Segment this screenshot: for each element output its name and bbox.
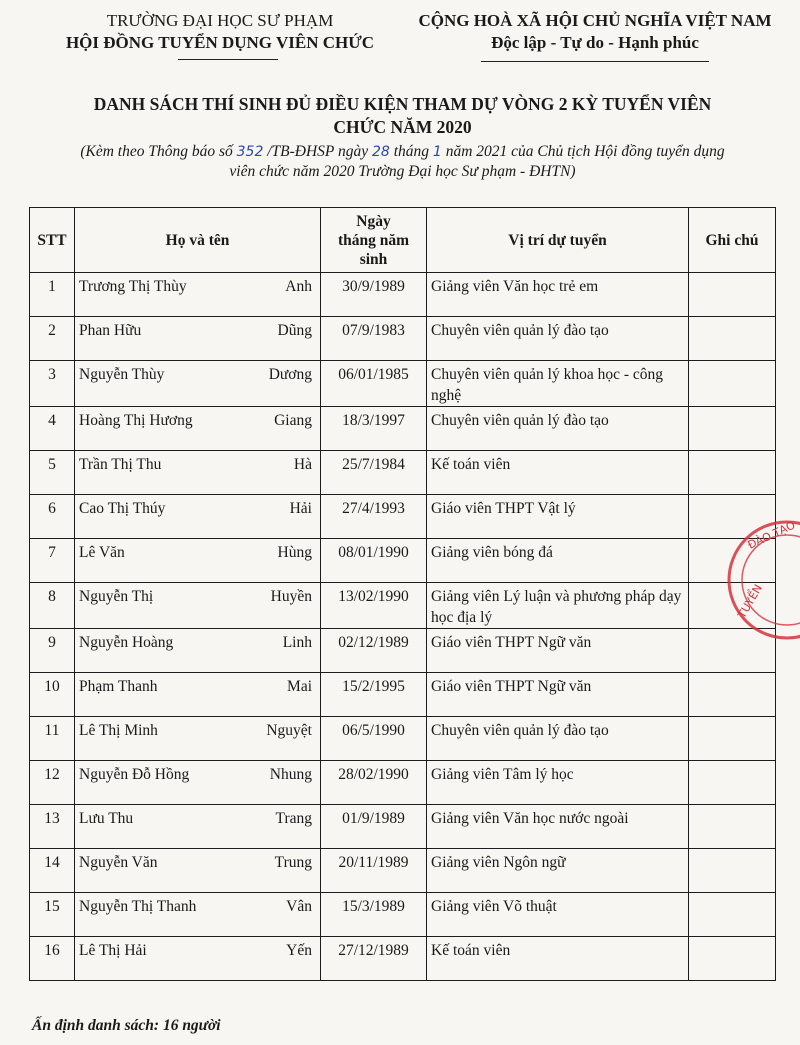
cell-given-name: Yến	[286, 942, 312, 959]
cell-position: Giảng viên Tâm lý học	[427, 761, 689, 805]
cell-note	[689, 717, 776, 761]
table-row	[30, 273, 776, 317]
cell-given-name: Nguyệt	[266, 722, 312, 739]
table-row	[30, 495, 776, 539]
cell-full-name	[75, 673, 321, 717]
table-row	[30, 717, 776, 761]
cell-stt: 13	[30, 805, 75, 849]
red-seal-stamp	[722, 515, 800, 645]
cell-position: Giảng viên Văn học nước ngoài	[427, 805, 689, 849]
handwritten-day: 28	[372, 144, 390, 160]
cell-date-of-birth: 07/9/1983	[321, 317, 427, 361]
cell-stt: 2	[30, 317, 75, 361]
cell-date-of-birth: 13/02/1990	[321, 583, 427, 629]
cell-full-name	[75, 805, 321, 849]
cell-position: Giảng viên Ngôn ngữ	[427, 849, 689, 893]
header-dob-line-2: tháng năm	[337, 231, 410, 249]
cell-surname: Lưu Thu	[79, 810, 134, 827]
cell-note	[689, 407, 776, 451]
cell-full-name	[75, 361, 321, 407]
cell-surname: Lê Văn	[79, 544, 125, 561]
cell-surname: Lê Thị Hải	[79, 942, 147, 959]
cell-stt: 12	[30, 761, 75, 805]
cell-date-of-birth: 01/9/1989	[321, 805, 427, 849]
table-row	[30, 893, 776, 937]
cell-given-name: Linh	[282, 634, 312, 651]
council-name: HỘI ĐỒNG TUYỂN DỤNG VIÊN CHỨC	[65, 33, 375, 52]
country-name: CỘNG HOÀ XÃ HỘI CHỦ NGHĨA VIỆT NAM	[418, 11, 772, 30]
cell-stt: 8	[30, 583, 75, 629]
subtitle-text-c: tháng	[389, 143, 433, 160]
cell-position: Kế toán viên	[427, 451, 689, 495]
cell-surname: Trương Thị Thùy	[79, 278, 187, 295]
cell-surname: Nguyễn Thị	[79, 588, 154, 605]
cell-given-name: Trang	[275, 810, 312, 827]
cell-position: Chuyên viên quản lý đào tạo	[427, 317, 689, 361]
cell-position: Giảng viên Văn học trẻ em	[427, 273, 689, 317]
cell-surname: Nguyễn Thùy	[79, 366, 165, 383]
header-note: Ghi chú	[689, 208, 776, 273]
cell-given-name: Anh	[285, 278, 312, 295]
cell-date-of-birth: 27/12/1989	[321, 937, 427, 981]
cell-surname: Cao Thị Thúy	[79, 500, 166, 517]
subtitle-line-1	[30, 142, 775, 162]
cell-stt: 6	[30, 495, 75, 539]
cell-date-of-birth: 27/4/1993	[321, 495, 427, 539]
table-row	[30, 407, 776, 451]
cell-note	[689, 761, 776, 805]
cell-given-name: Hải	[289, 500, 312, 517]
cell-surname: Nguyễn Hoàng	[79, 634, 174, 651]
header-underline-left	[178, 59, 278, 60]
cell-full-name	[75, 761, 321, 805]
title-line-2: CHỨC NĂM 2020	[333, 117, 472, 137]
cell-date-of-birth: 15/3/1989	[321, 893, 427, 937]
cell-note	[689, 849, 776, 893]
subtitle-text-b: /TB-ĐHSP ngày	[263, 143, 372, 160]
table-row	[30, 583, 776, 629]
national-header	[405, 10, 785, 54]
table-body	[30, 273, 776, 981]
cell-note	[689, 805, 776, 849]
cell-surname: Nguyễn Thị Thanh	[79, 898, 197, 915]
handwritten-notice-number: 352	[236, 144, 264, 160]
handwritten-month: 1	[432, 144, 442, 160]
cell-position: Kế toán viên	[427, 937, 689, 981]
cell-note	[689, 673, 776, 717]
cell-position: Giảng viên Lý luận và phương pháp dạy học địa lý	[427, 583, 689, 629]
candidate-table	[29, 207, 776, 981]
organization-header	[40, 10, 400, 54]
table-header-row	[30, 208, 776, 273]
cell-date-of-birth: 08/01/1990	[321, 539, 427, 583]
national-motto: Độc lập - Tự do - Hạnh phúc	[491, 33, 699, 52]
cell-given-name: Trung	[274, 854, 312, 871]
table-row	[30, 805, 776, 849]
cell-given-name: Mai	[287, 678, 312, 695]
cell-stt: 15	[30, 893, 75, 937]
cell-stt: 4	[30, 407, 75, 451]
cell-full-name	[75, 317, 321, 361]
cell-full-name	[75, 583, 321, 629]
cell-position: Chuyên viên quản lý đào tạo	[427, 717, 689, 761]
subtitle-text-d: năm 2021 của Chủ tịch Hội đồng tuyển dụng	[441, 143, 725, 160]
cell-given-name: Huyền	[270, 588, 312, 605]
cell-full-name	[75, 495, 321, 539]
cell-date-of-birth: 28/02/1990	[321, 761, 427, 805]
cell-given-name: Vân	[286, 898, 312, 915]
cell-full-name	[75, 717, 321, 761]
cell-surname: Phạm Thanh	[79, 678, 158, 695]
cell-position: Giáo viên THPT Vật lý	[427, 495, 689, 539]
cell-given-name: Giang	[274, 412, 312, 429]
cell-note	[689, 361, 776, 407]
header-stt: STT	[30, 208, 75, 273]
header-underline-right	[481, 61, 709, 62]
header-full-name: Họ và tên	[75, 208, 321, 273]
cell-surname: Trần Thị Thu	[79, 456, 162, 473]
stamp-text-bottom: TUYỂN	[735, 582, 765, 621]
table-row	[30, 761, 776, 805]
cell-full-name	[75, 937, 321, 981]
table-row	[30, 539, 776, 583]
cell-position: Chuyên viên quản lý đào tạo	[427, 407, 689, 451]
cell-note	[689, 451, 776, 495]
cell-date-of-birth: 06/5/1990	[321, 717, 427, 761]
cell-surname: Nguyễn Văn	[79, 854, 158, 871]
university-name: TRƯỜNG ĐẠI HỌC SƯ PHẠM	[106, 11, 334, 30]
cell-given-name: Hà	[293, 456, 312, 473]
document-subtitle	[30, 142, 775, 182]
cell-stt: 11	[30, 717, 75, 761]
cell-stt: 10	[30, 673, 75, 717]
cell-full-name	[75, 629, 321, 673]
cell-stt: 7	[30, 539, 75, 583]
cell-note	[689, 893, 776, 937]
cell-surname: Lê Thị Minh	[79, 722, 158, 739]
cell-date-of-birth: 30/9/1989	[321, 273, 427, 317]
cell-date-of-birth: 18/3/1997	[321, 407, 427, 451]
cell-given-name: Dũng	[277, 322, 312, 339]
stamp-text-top: ĐÀO TẠO	[745, 518, 798, 552]
cell-surname: Nguyễn Đỗ Hồng	[79, 766, 190, 783]
cell-full-name	[75, 273, 321, 317]
cell-given-name: Nhung	[269, 766, 312, 783]
subtitle-text-a: (Kèm theo Thông báo số	[80, 143, 237, 160]
cell-full-name	[75, 893, 321, 937]
table-row	[30, 451, 776, 495]
header-date-of-birth	[321, 208, 427, 273]
cell-stt: 9	[30, 629, 75, 673]
header-dob-line-1: Ngày	[356, 212, 391, 230]
table-row	[30, 317, 776, 361]
table-row	[30, 937, 776, 981]
table-row	[30, 673, 776, 717]
cell-date-of-birth: 25/7/1984	[321, 451, 427, 495]
cell-stt: 1	[30, 273, 75, 317]
cell-position: Giảng viên bóng đá	[427, 539, 689, 583]
cell-position: Chuyên viên quản lý khoa học - công nghệ	[427, 361, 689, 407]
cell-full-name	[75, 407, 321, 451]
cell-date-of-birth: 06/01/1985	[321, 361, 427, 407]
cell-full-name	[75, 539, 321, 583]
cell-surname: Hoàng Thị Hương	[79, 412, 193, 429]
cell-date-of-birth: 15/2/1995	[321, 673, 427, 717]
header-dob-line-3: sinh	[359, 250, 388, 268]
table-row	[30, 629, 776, 673]
cell-note	[689, 317, 776, 361]
cell-date-of-birth: 20/11/1989	[321, 849, 427, 893]
header-position: Vị trí dự tuyển	[427, 208, 689, 273]
cell-stt: 5	[30, 451, 75, 495]
cell-date-of-birth: 02/12/1989	[321, 629, 427, 673]
table-row	[30, 849, 776, 893]
table-row	[30, 361, 776, 407]
cell-position: Giáo viên THPT Ngữ văn	[427, 673, 689, 717]
cell-surname: Phan Hữu	[79, 322, 142, 339]
title-line-1: DANH SÁCH THÍ SINH ĐỦ ĐIỀU KIỆN THAM DỰ VÒNG 2 KỲ TUYỂN VIÊN	[93, 94, 712, 114]
cell-stt: 16	[30, 937, 75, 981]
cell-given-name: Dương	[268, 366, 312, 383]
cell-stt: 3	[30, 361, 75, 407]
cell-position: Giáo viên THPT Ngữ văn	[427, 629, 689, 673]
cell-full-name	[75, 849, 321, 893]
list-summary: Ấn định danh sách: 16 người	[32, 1017, 221, 1034]
cell-position: Giảng viên Võ thuật	[427, 893, 689, 937]
cell-full-name	[75, 451, 321, 495]
subtitle-line-2: viên chức năm 2020 Trường Đại học Sư phạm - ĐHTN)	[229, 163, 576, 180]
document-title	[30, 93, 775, 139]
cell-given-name: Hùng	[277, 544, 312, 561]
cell-note	[689, 937, 776, 981]
cell-stt: 14	[30, 849, 75, 893]
cell-note	[689, 273, 776, 317]
